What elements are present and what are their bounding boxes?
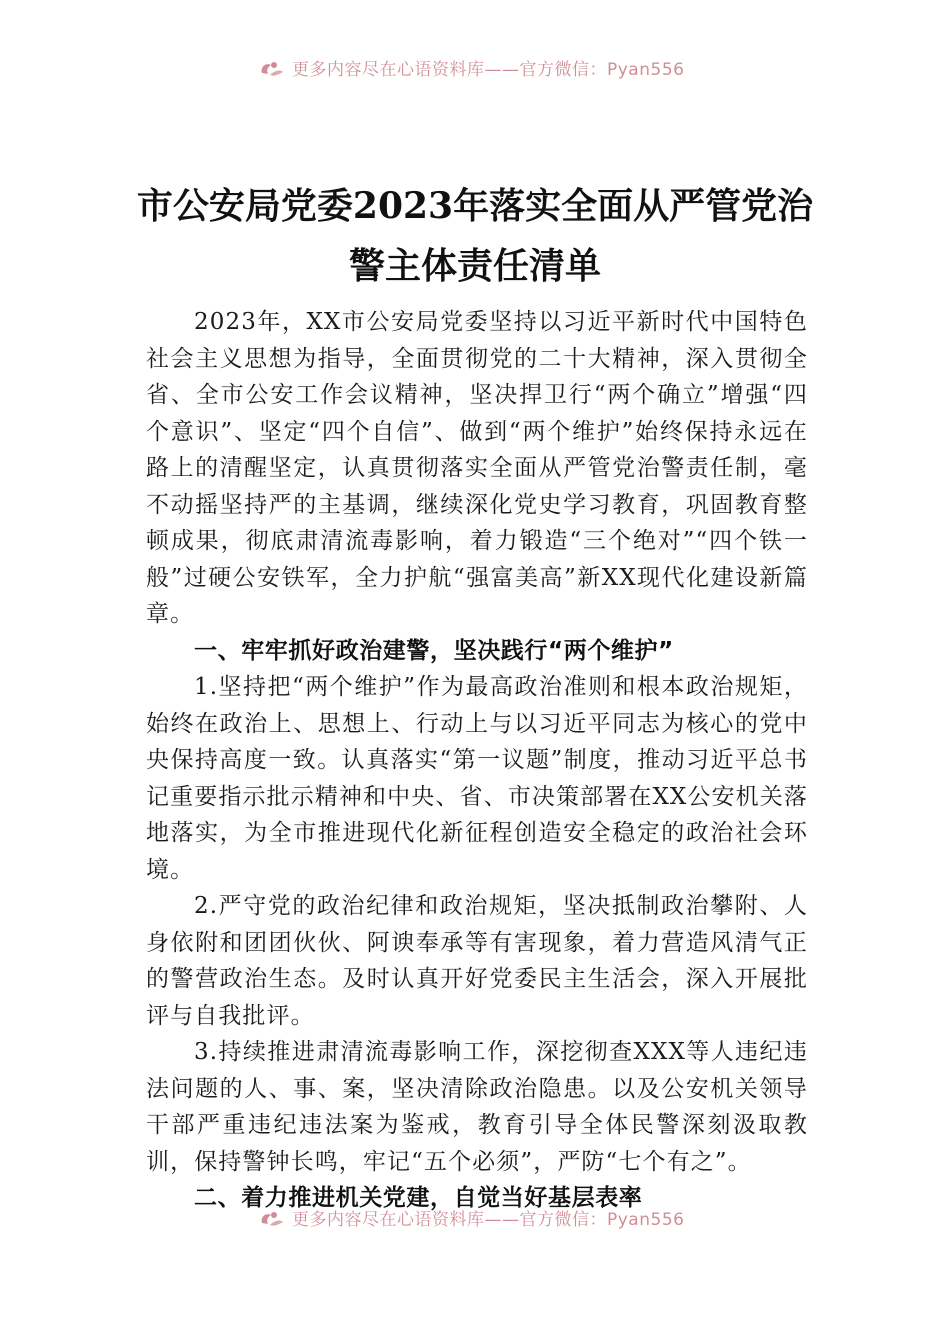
list-item-1: 1.坚持把“两个维护”作为最高政治准则和根本政治规矩，始终在政治上、思想上、行动上与以习近平同志为核心的党中央保持高度一致。认真落实“第一议题”制度，推动习近平总书记重要指示批示精神和中央、省、市决策部署在XX公安机关落地落实，为全市推进现代化新征程创造安全稳定的政治社会环境。 — [146, 674, 808, 883]
list-item-2: 2.严守党的政治纪律和政治规矩，坚决抵制政治攀附、人身依附和团团伙伙、阿谀奉承等有害现象，着力营造风清气正的警营政治生态。及时认真开好党委民主生活会，深入开展批评与自我批评。 — [146, 893, 808, 1029]
watermark-text: 更多内容尽在心语资料库——官方微信：Pyan556 — [292, 1209, 685, 1230]
logo-icon — [258, 1209, 286, 1231]
document-title-line-2: 警主体责任清单 — [348, 245, 601, 287]
section-heading-1: 一、牢牢抓好政治建警，坚决践行“两个维护” — [194, 637, 674, 664]
section-heading-2: 二、着力推进机关党建，自觉当好基层表率 — [194, 1185, 643, 1211]
watermark-text: 更多内容尽在心语资料库——官方微信：Pyan556 — [292, 59, 685, 80]
intro-paragraph: 2023年，XX市公安局党委坚持以习近平新时代中国特色社会主义思想为指导，全面贯彻党的二十大精神，深入贯彻全省、全市公安工作会议精神，坚决捍卫行“两个确立”增强“四个意识”、坚定“四个自信”、做到“两个维护”始终保持永远在路上的清醒坚定，认真贯彻落实全面从严管党治警责任制，毫不动摇坚持严的主基调，继续深化党史学习教育，巩固教育整顿成果，彻底肃清流毒影响，着力锻造“三个绝对”“四个铁一般”过硬公安铁军，全力护航“强富美高”新XX现代化建设新篇章。 — [146, 309, 808, 627]
document-body — [146, 304, 808, 1217]
footer-watermark — [258, 1208, 684, 1232]
header-watermark — [258, 58, 684, 82]
document-title-line-1: 市公安局党委2023年落实全面从严管党治 — [136, 185, 814, 227]
logo-icon — [258, 59, 286, 81]
list-item-3: 3.持续推进肃清流毒影响工作，深挖彻查XXX等人违纪违法问题的人、事、案，坚决清除政治隐患。以及公安机关领导干部严重违纪违法案为鉴戒，教育引导全体民警深刻汲取教训，保持警钟长鸣，牢记“五个必须”，严防“七个有之”。 — [146, 1039, 808, 1175]
